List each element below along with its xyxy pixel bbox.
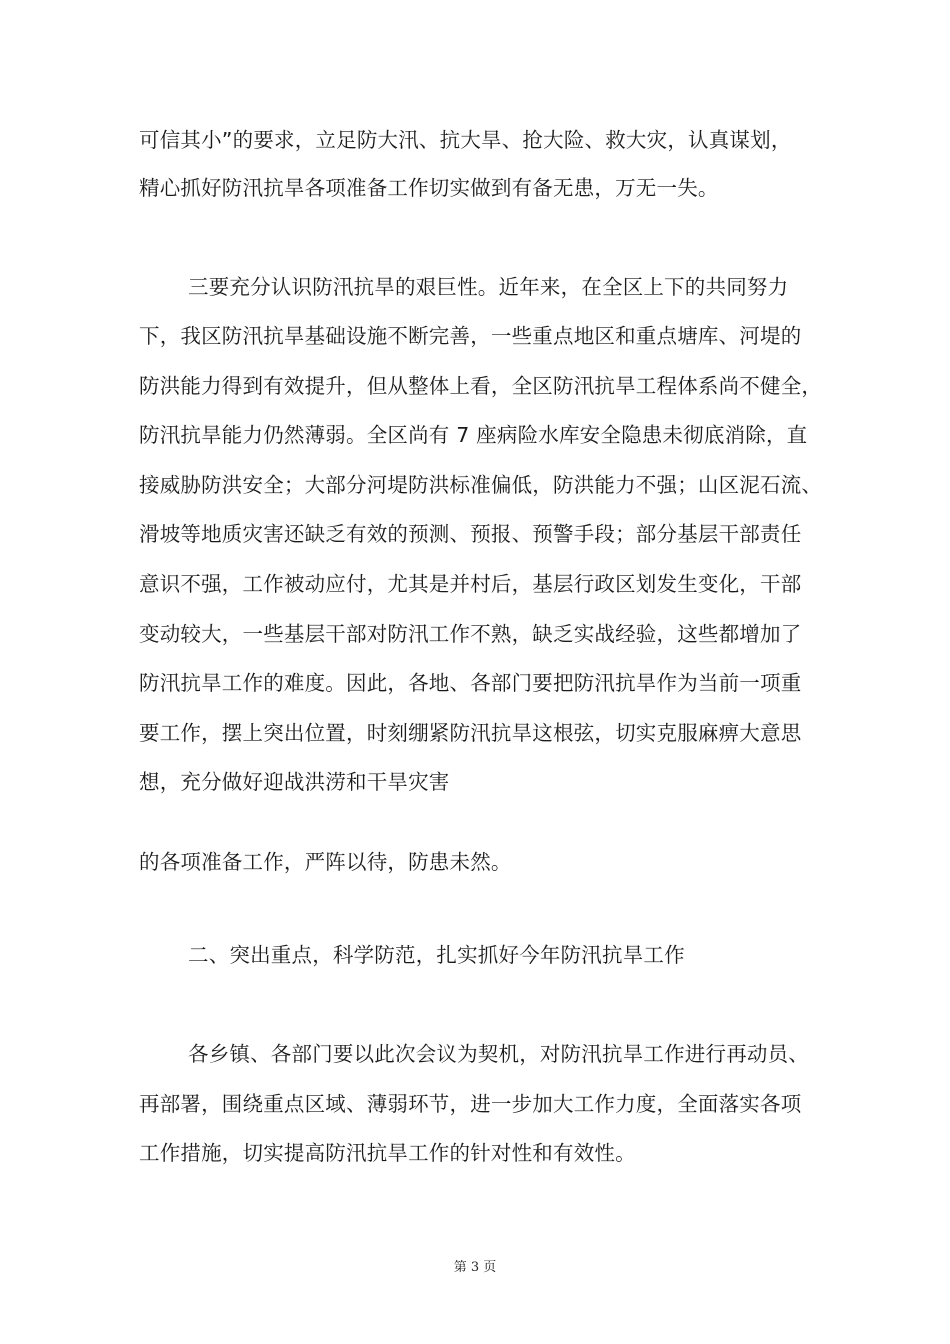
paragraph-line: 防汛抗旱能力仍然薄弱。全区尚有 7 座病险水库安全隐患未彻底消除，直 xyxy=(139,423,808,447)
paragraph-line: 变动较大，一些基层干部对防汛工作不熟，缺乏实战经验，这些都增加了 xyxy=(139,622,802,646)
paragraph-line: 接威胁防洪安全；大部分河堤防洪标准偏低，防洪能力不强；山区泥石流、 xyxy=(139,473,823,497)
paragraph-line: 滑坡等地质灾害还缺乏有效的预测、预报、预警手段；部分基层干部责任 xyxy=(139,522,802,546)
paragraph-line: 再部署，围绕重点区域、薄弱环节，进一步加大工作力度，全面落实各项 xyxy=(139,1092,802,1116)
section-heading: 二、突出重点，科学防范，扎实抓好今年防汛抗旱工作 xyxy=(188,943,685,967)
paragraph-line: 三要充分认识防汛抗旱的艰巨性。近年来，在全区上下的共同努力 xyxy=(188,275,789,299)
paragraph-line: 想，充分做好迎战洪涝和干旱灾害 xyxy=(139,770,450,794)
paragraph-line: 意识不强，工作被动应付，尤其是并村后，基层行政区划发生变化，干部 xyxy=(139,572,802,596)
paragraph-line: 防汛抗旱工作的难度。因此，各地、各部门要把防汛抗旱作为当前一项重 xyxy=(139,671,802,695)
paragraph-line: 防洪能力得到有效提升，但从整体上看，全区防汛抗旱工程体系尚不健全， xyxy=(139,374,823,398)
paragraph-line: 可信其小”的要求，立足防大汛、抗大旱、抢大险、救大灾，认真谋划， xyxy=(139,128,792,152)
paragraph-line: 的各项准备工作，严阵以待，防患未然。 xyxy=(139,850,512,874)
paragraph-line: 各乡镇、各部门要以此次会议为契机，对防汛抗旱工作进行再动员、 xyxy=(188,1042,809,1066)
paragraph-line: 要工作，摆上突出位置，时刻绷紧防汛抗旱这根弦，切实克服麻痹大意思 xyxy=(139,721,802,745)
paragraph-line: 工作措施，切实提高防汛抗旱工作的针对性和有效性。 xyxy=(139,1141,636,1165)
page-number: 第 3 页 xyxy=(453,1260,497,1275)
paragraph-line: 精心抓好防汛抗旱各项准备工作切实做到有备无患，万无一失。 xyxy=(139,176,719,200)
paragraph-line: 下，我区防汛抗旱基础设施不断完善，一些重点地区和重点塘库、河堤的 xyxy=(139,324,802,348)
